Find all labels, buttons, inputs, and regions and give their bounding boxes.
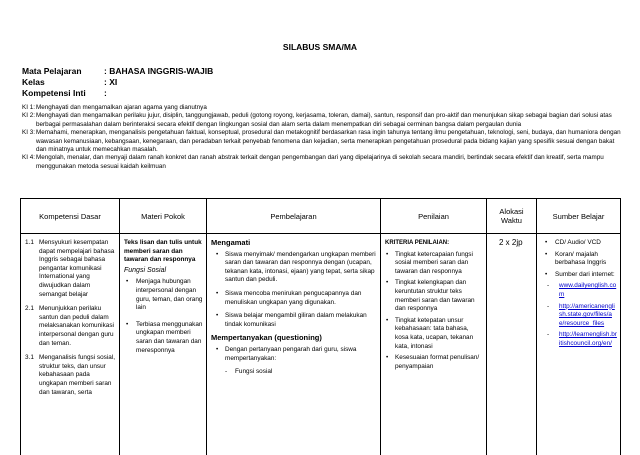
bullet-icon: • xyxy=(386,354,388,363)
sumber-link-item xyxy=(541,303,617,329)
bullet-icon: • xyxy=(216,251,218,260)
ki-text: Mengolah, menalar, dan menyaji dalam ranah konkret dan ranah abstrak terkait dengan pengembangan dari yang dipelajarinya di sekolah secara mandiri, bertindak secara efektif dan kreatif, serta mampu menggunakan metoda sesuai kaidah keilmuan xyxy=(36,154,604,169)
pembelajaran-item-text: Siswa mencoba menirukan pengucapannya dan menuliskan ungkapan yang digunakan. xyxy=(225,290,361,306)
pembelajaran-item-text: Dengan pertanyaan pengarah dari guru, siswa mempertanyakan: xyxy=(225,346,356,362)
pembelajaran-item-text: Siswa menyimak/ mendengarkan ungkapan memberi saran dan tawaran dan responnya dengan (ucapan, tekanan kata, intonasi, ejaan) yang tepat, serta sikap santun dan peduli. xyxy=(225,251,376,284)
dash-icon: - xyxy=(547,331,549,340)
cell-penilaian xyxy=(381,234,487,455)
penilaian-item-text: Tingkat ketepatan unsur kebahasaan: tata bahasa, kosa kata, ucapan, tekanan kata, intonasi xyxy=(395,317,473,350)
cell-materi-pokok xyxy=(120,234,207,455)
bullet-icon: • xyxy=(386,251,388,260)
col-header-sumber-belajar: Sumber Belajar xyxy=(537,199,621,234)
materi-item xyxy=(124,321,203,355)
pembelajaran-subitem-text: Fungsi sosial xyxy=(235,368,272,375)
syllabus-table xyxy=(20,198,621,455)
pembelajaran-heading-mengamati: Mengamati xyxy=(211,239,377,248)
ki-text: Menghayati dan mengamalkan perilaku jujur, disiplin, tanggungjawab, peduli (gotong royong, kerjasama, toleran, damai), santun, responsif dan pro-aktif dan menunjukan sikap sebagai bagian dari solusi atas berbagai permasalahan dalam berinteraksi secara efektif dengan lingkungan sosial dan alam serta dalam menempatkan diri sebagai cerminan bangsa dalam pergaulan dunia xyxy=(36,112,612,127)
ki-item xyxy=(22,154,622,171)
table-row xyxy=(21,234,621,455)
pembelajaran-subitem xyxy=(211,368,377,377)
bullet-icon: • xyxy=(216,312,218,321)
pembelajaran-heading-questioning: Mempertanyakan (questioning) xyxy=(211,334,377,343)
materi-item xyxy=(124,278,203,312)
bullet-icon: • xyxy=(216,346,218,355)
pembelajaran-item xyxy=(211,251,377,285)
meta-ki-value: : xyxy=(104,88,107,98)
kd-number: 1.1 xyxy=(25,239,34,248)
kd-text: Menganalisis fungsi sosial, struktur teks, dan unsur kebahasaan pada ungkapan memberi saran dan tawaran, serta xyxy=(39,354,115,395)
cell-kompetensi-dasar xyxy=(21,234,120,455)
penilaian-heading: KRITERIA PENILAIAN: xyxy=(385,239,483,248)
dash-icon: - xyxy=(225,368,227,377)
table-header-row xyxy=(21,199,621,234)
ki-text: Memahami, menerapkan, menganalisis pengetahuan faktual, konseptual, prosedural dan metakognitif berdasarkan rasa ingin tahunya tentang ilmu pengetahuan, teknologi, seni, budaya, dan humaniora dengan wawasan kemanusiaan, kebangsaan, kenegaraan, dan peradaban terkait penyebab fenomena dan kejadian, serta menerapkan pengetahuan prosedural pada bidang kajian yang spesifik sesuai dengan bakat dan minatnya untuk memecahkan masalah. xyxy=(36,129,621,153)
col-header-pembelajaran: Pembelajaran xyxy=(207,199,381,234)
sumber-item xyxy=(541,239,617,248)
penilaian-item-text: Tingkat ketercapaian fungsi sosial memberi saran dan tawaran dan responnya xyxy=(395,251,473,275)
bullet-icon: • xyxy=(545,251,547,260)
meta-ki xyxy=(22,88,107,98)
penilaian-item xyxy=(385,354,483,371)
ki-item xyxy=(22,104,622,112)
sumber-item-text: CD/ Audio/ VCD xyxy=(555,239,601,246)
sumber-item-text: Koran/ majalah berbahasa Inggris xyxy=(555,251,606,267)
cell-pembelajaran xyxy=(207,234,381,455)
sumber-item xyxy=(541,271,617,280)
pembelajaran-item xyxy=(211,346,377,363)
meta-class xyxy=(22,77,117,87)
pembelajaran-item xyxy=(211,290,377,307)
sumber-link[interactable]: http://learnenglish.britishcouncil.org/en/ xyxy=(559,331,617,347)
ki-code: KI 1: xyxy=(22,104,35,112)
penilaian-item xyxy=(385,251,483,277)
bullet-icon: • xyxy=(545,239,547,248)
meta-subject-value: : BAHASA INGGRIS-WAJIB xyxy=(104,66,213,76)
cell-sumber-belajar xyxy=(537,234,621,455)
ki-code: KI 4: xyxy=(22,154,35,162)
sumber-link-item xyxy=(541,331,617,348)
ki-code: KI 3: xyxy=(22,129,35,137)
kd-item xyxy=(25,239,116,299)
bullet-icon: • xyxy=(386,279,388,288)
sumber-link-item xyxy=(541,282,617,299)
bullet-icon: • xyxy=(126,321,128,330)
bullet-icon: • xyxy=(126,278,128,287)
kd-number: 2.1 xyxy=(25,305,34,314)
materi-item-text: Terbiasa menggunakan ungkapan memberi saran dan tawaran dan meresponnya xyxy=(136,321,202,354)
page-title: SILABUS SMA/MA xyxy=(0,42,640,52)
materi-subheading: Fungsi Sosial xyxy=(124,267,203,276)
materi-item-text: Menjaga hubungan interpersonal dengan guru, teman, dan orang lain xyxy=(136,278,202,311)
penilaian-item-text: Tingkat kelengkapan dan keruntutan struktur teks memberi saran dan tawaran dan responnya xyxy=(395,279,475,312)
penilaian-item-text: Kesesuaian format penulisan/ penyampaian xyxy=(395,354,479,370)
sumber-item-text: Sumber dari internet: xyxy=(555,271,615,278)
meta-class-value: : XI xyxy=(104,77,117,87)
pembelajaran-item-text: Siswa belajar mengambil giliran dalam melakukan tindak komunikasi xyxy=(225,312,367,328)
meta-subject-label: Mata Pelajaran xyxy=(22,66,104,76)
alokasi-value: 2 x 2jp xyxy=(491,239,533,248)
kd-item xyxy=(25,305,116,348)
penilaian-item xyxy=(385,279,483,313)
col-header-penilaian: Penilaian xyxy=(381,199,487,234)
kd-number: 3.1 xyxy=(25,354,34,363)
dash-icon: - xyxy=(547,282,549,291)
meta-ki-label: Kompetensi Inti xyxy=(22,88,104,98)
col-header-alokasi-waktu: Alokasi Waktu xyxy=(487,199,537,234)
ki-code: KI 2: xyxy=(22,112,35,120)
bullet-icon: • xyxy=(386,317,388,326)
col-header-materi-pokok: Materi Pokok xyxy=(120,199,207,234)
col-header-kompetensi-dasar: Kompetensi Dasar xyxy=(21,199,120,234)
bullet-icon: • xyxy=(216,290,218,299)
sumber-link[interactable]: http://americanenglish.state.gov/files/ae/resource_files xyxy=(559,303,615,327)
cell-alokasi-waktu xyxy=(487,234,537,455)
meta-class-label: Kelas xyxy=(22,77,104,87)
kd-text: Menunjukkan perilaku santun dan peduli dalam melaksanakan komunikasi interpersonal dengan guru dan teman. xyxy=(39,305,114,346)
penilaian-item xyxy=(385,317,483,351)
kompetensi-inti-list xyxy=(22,104,622,171)
meta-subject xyxy=(22,66,213,76)
ki-item xyxy=(22,112,622,129)
sumber-link[interactable]: www.dailyenglish.com xyxy=(559,282,616,298)
ki-text: Menghayati dan mengamalkan ajaran agama yang dianutnya xyxy=(36,104,207,111)
ki-item xyxy=(22,129,622,154)
kd-text: Mensyukuri kesempatan dapat mempelajari bahasa Inggris sebagai bahasa pengantar komunikasi International yang diwujudkan dalam semangat belajar xyxy=(39,239,114,298)
bullet-icon: • xyxy=(545,271,547,280)
dash-icon: - xyxy=(547,303,549,312)
pembelajaran-item xyxy=(211,312,377,329)
sumber-item xyxy=(541,251,617,268)
materi-heading: Teks lisan dan tulis untuk memberi saran dan tawaran dan responnya xyxy=(124,239,203,265)
kd-item xyxy=(25,354,116,397)
